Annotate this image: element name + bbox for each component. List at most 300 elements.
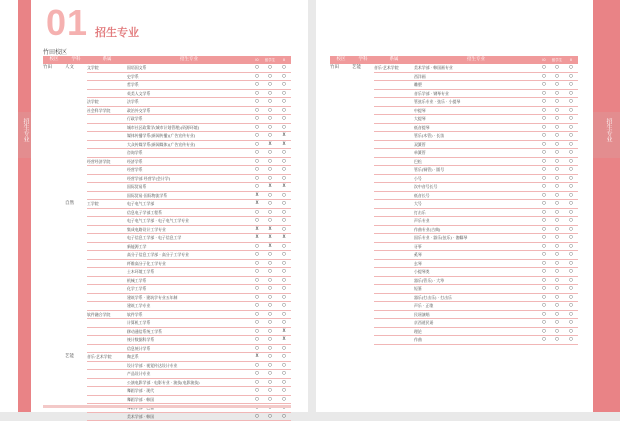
table-row [43,89,291,98]
major-cell: 陶艺系 [127,353,251,362]
table-row [43,259,291,268]
major-cell: 管弦乐专业 · 弦乐 · 小提琴 [414,98,538,107]
left-major-table [43,56,291,421]
availability-mark: ○ [251,132,263,141]
dept-cell [374,310,414,319]
section-cell [65,81,87,90]
availability-mark: ○ [550,183,564,192]
table-row [43,81,291,90]
right-side-tab-label: 招生专业 [605,118,612,142]
availability-mark: ○ [538,98,550,107]
availability-mark: ○ [251,149,263,158]
campus-cell [330,234,352,243]
dept-cell [87,302,127,311]
campus-cell [43,140,65,149]
availability-mark: ○ [550,319,564,328]
availability-mark: X [251,234,263,243]
section-cell [352,157,374,166]
dept-cell [374,166,414,175]
major-cell: 经营学部 经营学(会计学) [127,174,251,183]
availability-mark: ○ [251,361,263,370]
major-cell: 西洋画 [414,72,538,81]
availability-mark: ○ [251,319,263,328]
availability-mark: ○ [263,115,277,124]
major-cell: 政治外交学系 [127,106,251,115]
campus-cell [330,217,352,226]
availability-mark: ○ [251,336,263,345]
campus-cell [330,157,352,166]
major-cell: 双簧管 [414,140,538,149]
campus-cell [330,259,352,268]
table-row [43,64,291,72]
availability-mark: ○ [263,166,277,175]
major-cell: 中提琴 [414,106,538,115]
availability-mark: ○ [538,336,550,345]
campus-cell [330,225,352,234]
table-row [43,106,291,115]
availability-mark: ○ [538,115,550,124]
availability-mark: ○ [564,293,578,302]
campus-cell [43,149,65,158]
major-cell: 低音提琴 [414,123,538,132]
availability-mark: ○ [263,353,277,362]
table-row [330,64,578,72]
section-cell [352,191,374,200]
availability-mark: ○ [538,132,550,141]
major-cell: 信息统计学系 [127,344,251,353]
campus-cell [43,81,65,90]
dept-cell [374,191,414,200]
campus-cell [330,327,352,336]
major-cell: 京西道民谣 [414,319,538,328]
major-cell: 小号 [414,174,538,183]
availability-mark: ○ [251,302,263,311]
availability-mark: X [263,234,277,243]
availability-mark: ○ [277,395,291,404]
section-cell [352,259,374,268]
availability-mark: ○ [277,268,291,277]
availability-mark: ○ [550,174,564,183]
table-row [43,336,291,345]
section-cell [65,89,87,98]
table-row [43,310,291,319]
availability-mark: ○ [538,208,550,217]
dept-cell: 音乐·艺术学院 [87,353,127,362]
campus-cell [330,106,352,115]
major-cell: 信息电子学部工程系 [127,208,251,217]
table-row [43,387,291,396]
section-cell [65,387,87,396]
table-row [330,166,578,175]
major-cell: 行政学系 [127,115,251,124]
right-major-table [330,56,578,345]
availability-mark: ○ [550,98,564,107]
availability-mark: ○ [251,157,263,166]
section-cell [65,157,87,166]
availability-mark: ○ [251,115,263,124]
dept-cell [87,370,127,379]
availability-mark: ○ [251,123,263,132]
availability-mark: ○ [277,285,291,294]
availability-mark: ○ [538,310,550,319]
availability-mark: X [263,140,277,149]
major-cell: 咨询学系 [127,149,251,158]
campus-cell [330,123,352,132]
table-row [43,395,291,404]
table-row [330,200,578,209]
major-cell: 史学系 [127,72,251,81]
availability-mark: ○ [277,115,291,124]
major-cell: 美术学部 · 韩国画专业 [414,64,538,72]
availability-mark: ○ [263,81,277,90]
campus-cell [330,140,352,149]
table-row [330,259,578,268]
availability-mark: ○ [277,98,291,107]
availability-mark: ○ [564,302,578,311]
campus-cell [43,395,65,404]
availability-mark: ○ [251,395,263,404]
campus-cell [43,361,65,370]
dept-cell [374,123,414,132]
availability-mark: ○ [251,217,263,226]
major-cell: 计算机工学系 [127,319,251,328]
campus-cell [43,115,65,124]
section-cell [65,242,87,251]
availability-mark: ○ [550,200,564,209]
availability-mark: ○ [564,276,578,285]
campus-cell [330,310,352,319]
availability-mark: ○ [277,217,291,226]
availability-mark: ○ [277,149,291,158]
section-cell [352,149,374,158]
availability-mark: X [251,225,263,234]
availability-mark: X [251,200,263,209]
dept-cell [374,132,414,141]
availability-mark: ○ [564,140,578,149]
availability-mark: ○ [277,242,291,251]
availability-mark: X [251,191,263,200]
availability-mark: ○ [564,149,578,158]
availability-mark: ○ [277,293,291,302]
campus-cell [43,89,65,98]
availability-mark: ○ [251,259,263,268]
dept-cell: 社会科学学院 [87,106,127,115]
dept-cell [374,268,414,277]
section-cell [352,132,374,141]
availability-mark: ○ [538,276,550,285]
dept-cell [374,302,414,311]
major-cell: 国际贸易·国际物流学系 [127,191,251,200]
campus-cell [43,174,65,183]
left-side-band [18,0,31,412]
campus-cell [43,106,65,115]
availability-mark: ○ [251,293,263,302]
major-cell: 城市社区政策学(城市计划管理)(资源环境) [127,123,251,132]
table-row [43,123,291,132]
availability-mark: ○ [263,106,277,115]
table-row [330,191,578,200]
campus-cell [330,166,352,175]
campus-cell [43,234,65,243]
major-cell: 作曲 [414,336,538,345]
campus-cell [43,387,65,396]
availability-mark: X [277,132,291,141]
campus-cell [43,319,65,328]
availability-mark: X [263,242,277,251]
dept-cell [374,106,414,115]
header-m1: I0 [251,56,263,64]
campus-cell [43,276,65,285]
availability-mark: ○ [564,81,578,90]
availability-mark: ○ [277,106,291,115]
major-cell: 舞蹈学部 · 现代 [127,387,251,396]
table-row [330,234,578,243]
section-cell [65,327,87,336]
availability-mark: ○ [550,191,564,200]
campus-cell [43,200,65,209]
availability-mark: ○ [277,200,291,209]
availability-mark: ○ [251,98,263,107]
section-number: 01 [46,2,89,43]
availability-mark: ○ [550,259,564,268]
dept-cell [87,115,127,124]
availability-mark: ○ [564,72,578,81]
dept-cell [87,387,127,396]
table-row [43,234,291,243]
dept-cell [374,285,414,294]
major-cell: 化学工学系 [127,285,251,294]
table-row [330,208,578,217]
dept-cell [87,344,127,353]
section-cell [65,310,87,319]
table-row [330,310,578,319]
table-row [330,183,578,192]
section-title: 招生专业 [95,26,139,39]
section-cell [352,251,374,260]
campus-cell [43,166,65,175]
availability-mark: ○ [564,115,578,124]
availability-mark: ○ [550,293,564,302]
availability-mark: ○ [263,157,277,166]
availability-mark: ○ [251,166,263,175]
availability-mark: ○ [263,259,277,268]
major-cell: 短箫 [414,285,538,294]
major-cell: 音乐学部 · 钢琴专业 [414,89,538,98]
campus-cell [330,115,352,124]
major-cell: 产品设计专业 [127,370,251,379]
dept-cell [374,217,414,226]
major-cell: 玄琴 [414,259,538,268]
table-row [43,344,291,353]
major-cell: 大提琴 [414,115,538,124]
major-cell: 集成电路设计工学专业 [127,225,251,234]
availability-mark: ○ [564,251,578,260]
header-campus: 校区 [43,56,65,64]
table-row [43,302,291,311]
table-row [330,174,578,183]
major-cell: 经营学系 [127,166,251,175]
availability-mark: ○ [550,81,564,90]
availability-mark: ○ [263,412,277,421]
availability-mark: ○ [538,140,550,149]
campus-cell [43,259,65,268]
availability-mark: ○ [550,234,564,243]
section-cell [65,208,87,217]
dept-cell [374,157,414,166]
section-cell [65,225,87,234]
major-cell: 统计数据科学系 [127,336,251,345]
availability-mark: ○ [550,140,564,149]
campus-cell [43,72,65,81]
availability-mark: ○ [538,166,550,175]
major-cell: 美术学部 · 韩国 [127,412,251,421]
table-row [330,225,578,234]
section-cell [65,268,87,277]
major-cell: 公演电影学部 · 电影专业 · 演技(电影演技) [127,378,251,387]
major-cell: 单簧管 [414,149,538,158]
table-row [43,166,291,175]
major-cell: 巴松 [414,157,538,166]
major-cell: 理论 [414,327,538,336]
left-page [0,0,308,419]
dept-cell [374,149,414,158]
availability-mark: X [263,225,277,234]
major-cell: 管乐(木管) · 长笛 [414,132,538,141]
availability-mark: ○ [550,89,564,98]
campus-cell [330,319,352,328]
dept-cell: 经营经济学院 [87,157,127,166]
section-cell [65,183,87,192]
table-row [330,140,578,149]
availability-mark: ○ [263,251,277,260]
major-cell: 土木环境工学系 [127,268,251,277]
left-side-tab-label: 招生专业 [22,118,29,142]
dept-cell: 文学院 [87,64,127,72]
header-section: 学科 [65,56,87,64]
availability-mark: ○ [550,115,564,124]
header-dept: 系属 [87,56,127,64]
table-row [330,327,578,336]
section-cell [352,174,374,183]
major-cell: 国乐专业 · 器乐(弦乐) · 伽倻琴 [414,234,538,243]
section-cell [352,81,374,90]
table-row [43,327,291,336]
availability-mark: ○ [263,132,277,141]
section-cell [65,370,87,379]
availability-mark: ○ [251,276,263,285]
availability-mark: ○ [550,132,564,141]
campus-cell [330,89,352,98]
availability-mark: ○ [251,106,263,115]
availability-mark: X [251,353,263,362]
dept-cell [374,336,414,345]
table-row [43,183,291,192]
dept-cell [87,149,127,158]
availability-mark: ○ [564,285,578,294]
major-cell: 经济学系 [127,157,251,166]
dept-cell [374,200,414,209]
dept-cell [87,174,127,183]
availability-mark: ○ [277,123,291,132]
availability-mark: ○ [251,370,263,379]
availability-mark: ○ [564,123,578,132]
table-row [43,378,291,387]
major-cell: 建筑工学专业 [127,302,251,311]
table-row [330,285,578,294]
availability-mark: ○ [550,327,564,336]
major-cell: 移动通信系统工学系 [127,327,251,336]
availability-mark: ○ [277,412,291,421]
table-row [330,98,578,107]
campus-cell [330,191,352,200]
header-dept: 系属 [374,56,414,64]
availability-mark: ○ [251,387,263,396]
campus-cell [43,327,65,336]
section-cell [352,285,374,294]
table-row [43,353,291,362]
table-row [43,132,291,141]
availability-mark: ○ [277,72,291,81]
section-cell [65,132,87,141]
availability-mark: ○ [564,89,578,98]
campus-cell [330,285,352,294]
availability-mark: ○ [263,378,277,387]
availability-mark: ○ [277,174,291,183]
campus-cell [330,174,352,183]
campus-cell [43,293,65,302]
dept-cell [87,242,127,251]
availability-mark: ○ [538,217,550,226]
dept-cell [87,132,127,141]
header-major: 招生专业 [127,56,251,64]
campus-cell [43,208,65,217]
dept-cell [374,89,414,98]
table-row [330,276,578,285]
availability-mark: ○ [277,208,291,217]
table-row [43,225,291,234]
campus-cell [43,242,65,251]
availability-mark: ○ [550,64,564,72]
table-row [43,98,291,107]
availability-mark: ○ [538,106,550,115]
table-row [43,293,291,302]
availability-mark: ○ [564,217,578,226]
table-row [43,251,291,260]
dept-cell [374,259,414,268]
availability-mark: ○ [538,242,550,251]
availability-mark: ○ [538,81,550,90]
availability-mark: ○ [564,183,578,192]
section-cell [65,361,87,370]
availability-mark: ○ [251,174,263,183]
dept-cell [374,183,414,192]
dept-cell: 工学院 [87,200,127,209]
availability-mark: ○ [538,200,550,209]
availability-mark: ○ [564,200,578,209]
availability-mark: ○ [564,242,578,251]
availability-mark: ○ [550,217,564,226]
dept-cell [374,81,414,90]
dept-cell: 音乐·艺术学院 [374,64,414,72]
major-cell: 电子电气工学部 [127,200,251,209]
dept-cell [87,166,127,175]
section-cell: 艺能 [352,65,361,71]
dept-cell: 法学院 [87,98,127,107]
availability-mark: ○ [251,268,263,277]
campus-cell [330,251,352,260]
availability-mark: ○ [564,106,578,115]
availability-mark: ○ [263,395,277,404]
